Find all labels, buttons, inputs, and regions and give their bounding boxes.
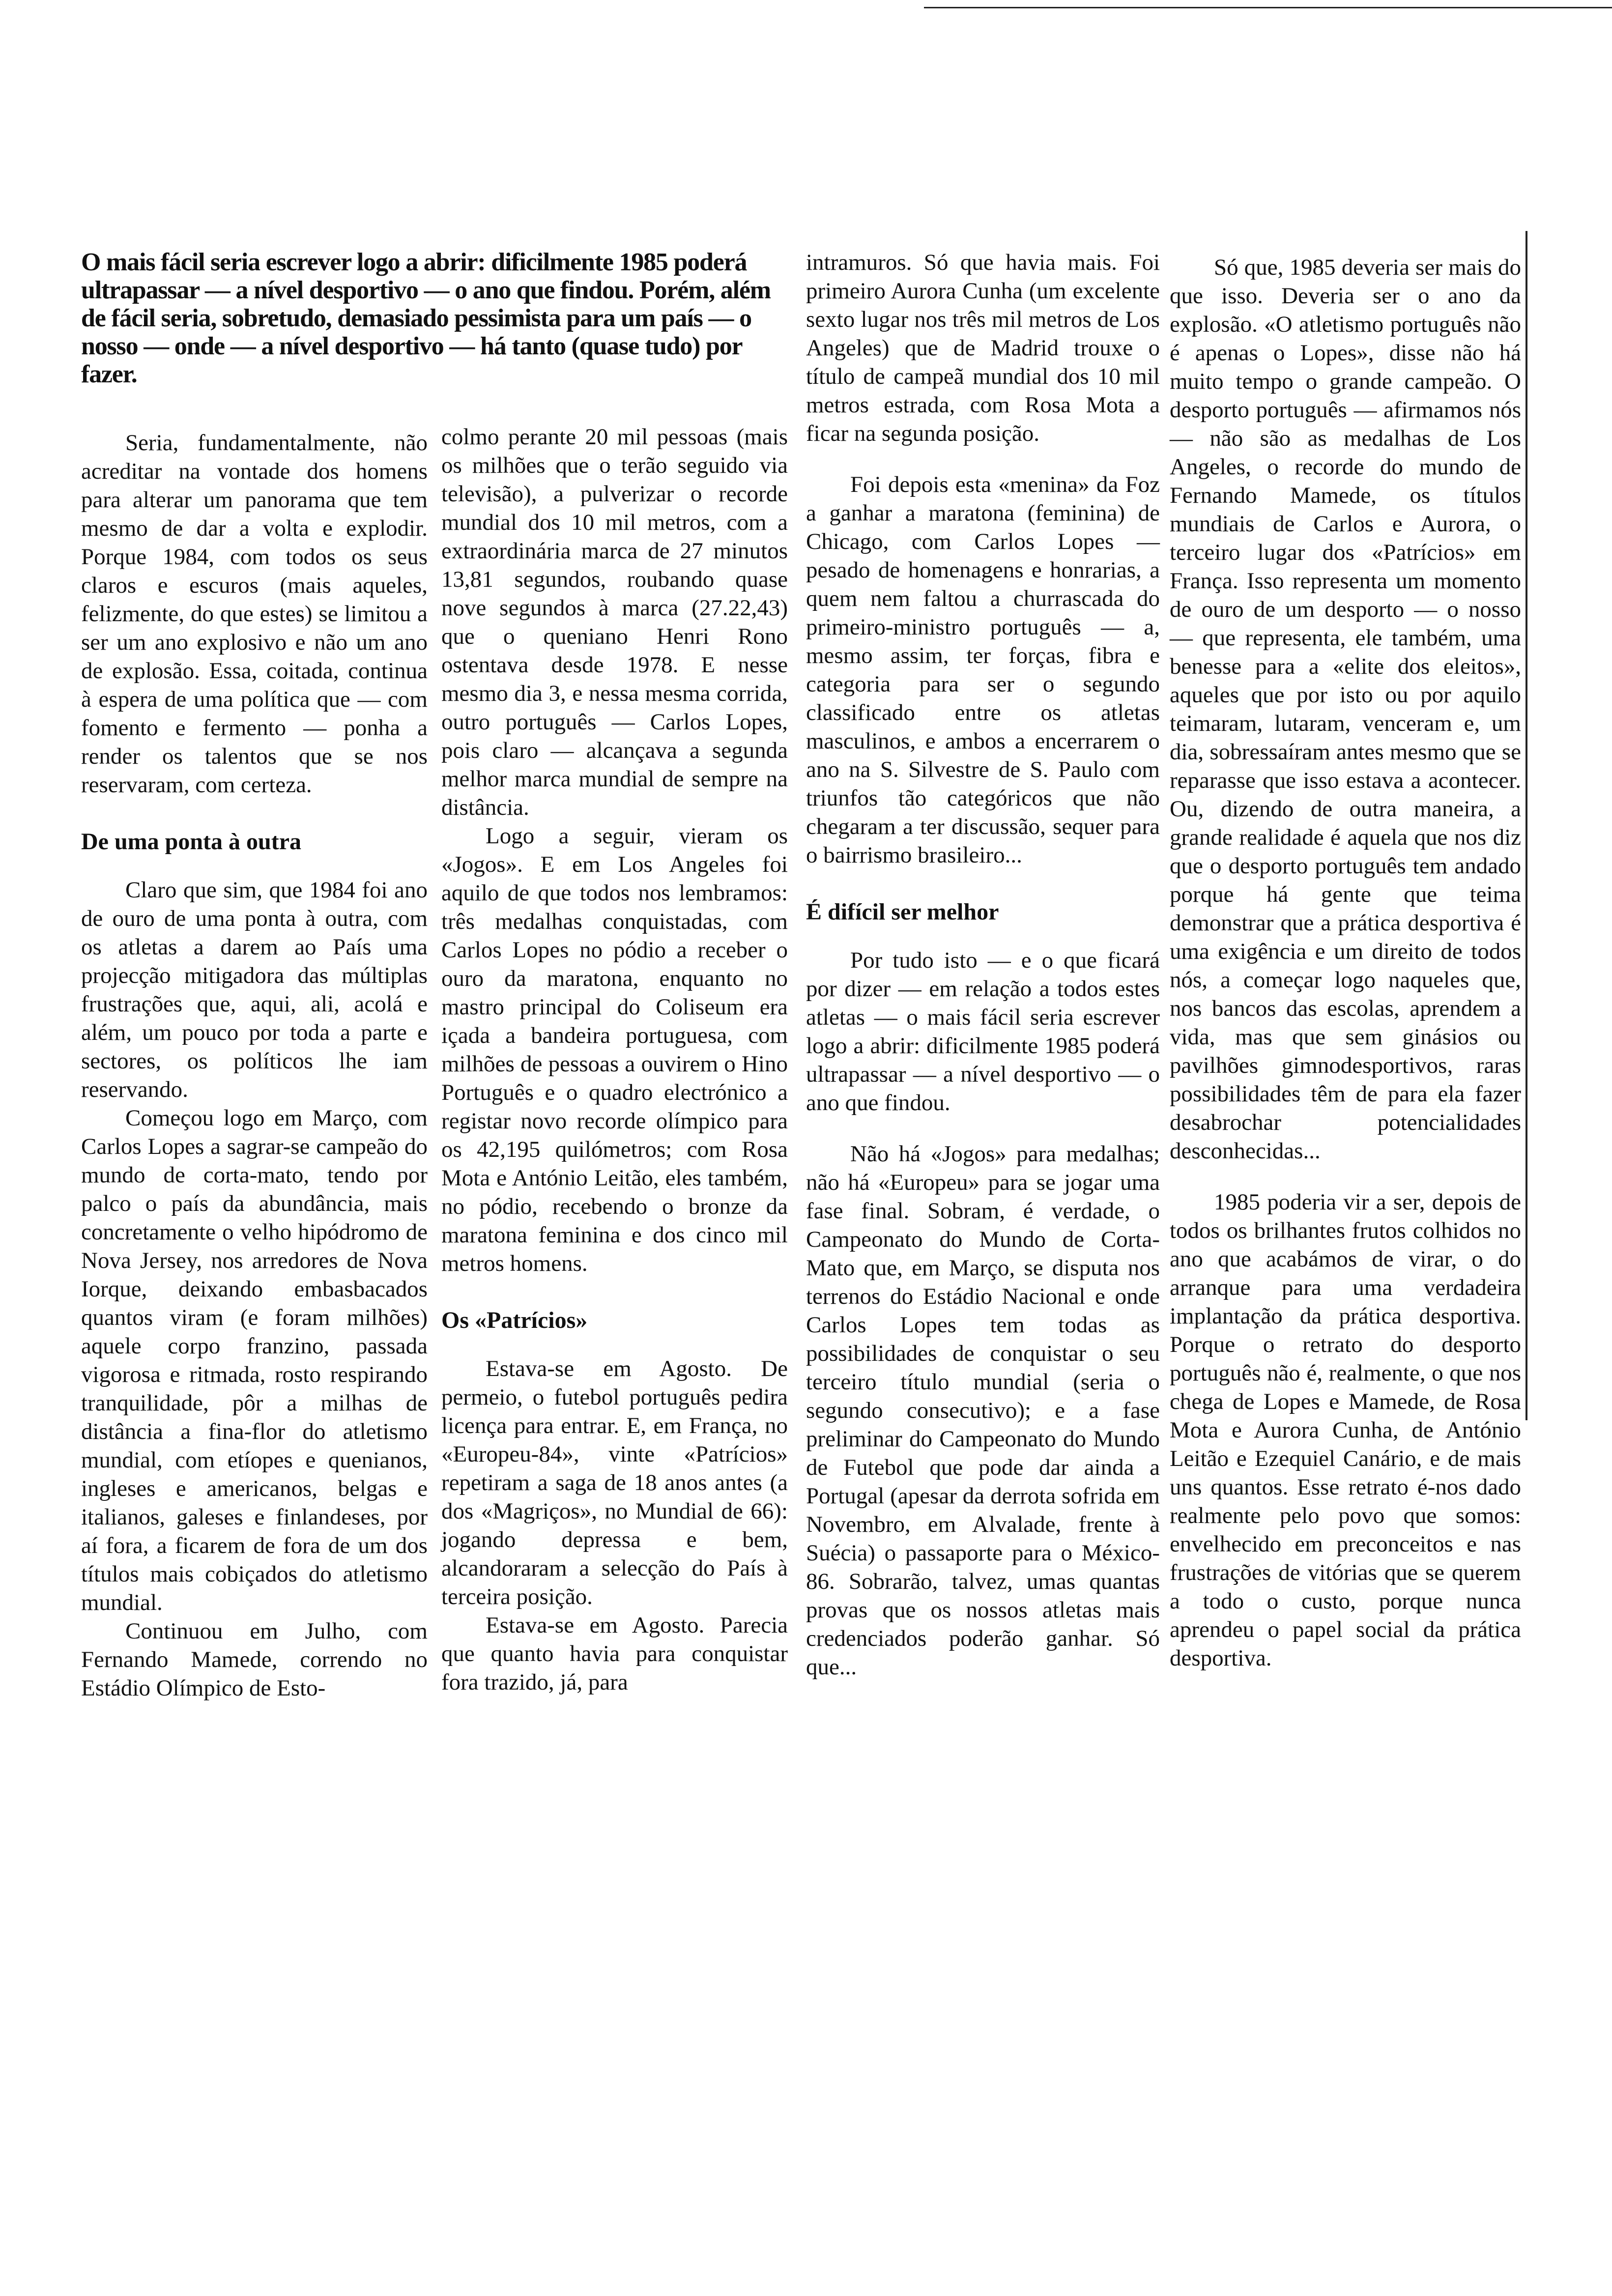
article-paragraph: Claro que sim, que 1984 foi ano de ouro de uma ponta à outra, com os atletas a darem ao País uma projecção mitigadora das múltiplas frustrações que, aqui, ali, acolá e além, um pouco por toda a parte e sectores, os políticos lhe iam reservando. [81,877,428,1102]
article-paragraph: intramuros. Só que havia mais. Foi primeiro Aurora Cunha (um excelente sexto lugar nos três mil metros de Los Angeles) que de Madrid trouxe o título de campeã mundial dos 10 mil metros estrada, com Rosa Mota a ficar na segunda posição. [806,250,1160,446]
column-rule [1526,231,1527,1420]
column-2 [441,423,788,1696]
article-paragraph: Só que, 1985 deveria ser mais do que isso. Deveria ser o ano da explosão. «O atletismo português não é apenas o Lopes», disse não há muito tempo o grande campeão. O desporto português — afirmamos nós — não são as medalhas de Los Angeles, o recorde do mundo de Fernando Mamede, os títulos mundiais de Carlos e Aurora, o terceiro lugar dos «Patrícios» em França. Isso representa um momento de ouro de um desporto — o nosso — que representa, ele também, uma benesse para a «elite dos eleitos», aqueles que por isto ou por aquilo teimaram, lutaram, venceram e, um dia, sobressaíram antes mesmo que se reparasse que isso estava a acontecer. Ou, dizendo de outra maneira, a grande realidade é aquela que nos diz que o desporto português tem andado porque há gente que teima demonstrar que a prática desportiva é uma exigência e um direito de todos nós, a começar logo naqueles que, nos bancos das escolas, aprendem a vida, mas que sem ginásios ou pavilhões gimnodesportivos, raras possibilidades têm de para ela fazer desabrochar potencialidades desconhecidas... [1170,255,1521,1164]
article-paragraph: 1985 poderia vir a ser, depois de todos os brilhantes frutos colhidos no ano que acabámos de virar, o do arranque para uma verdadeira implantação da prática desportiva. Porque o retrato do desporto português não é, realmente, o que nos chega de Lopes e Mamede, de Rosa Mota e Aurora Cunha, de António Leitão e Ezequiel Canário, e de mais uns quantos. Esse retrato é-nos dado realmente pelo povo que somos: envelhecido em preconceitos e nas frustrações de vitórias que se querem a todo o custo, porque nunca aprendeu o papel social da prática desportiva. [1170,1189,1521,1671]
article-paragraph: Começou logo em Março, com Carlos Lopes a sagrar-se campeão do mundo de corta-mato, tendo por palco o país da abundância, mais concretamente o velho hipódromo de Nova Jersey, nos arredores de Nova Iorque, deixando embasbacados quantos viram (e foram milhões) aquele corpo franzino, passada vigorosa e ritmada, rosto respirando tranquilidade, pôr a milhas de distância a fina-flor do atletismo mundial, com etíopes e quenianos, ingleses e americanos, belgas e italianos, galeses e finlandeses, por aí fora, a ficarem de fora de um dos títulos mais cobiçados do atletismo mundial. [81,1105,428,1615]
article-paragraph: Continuou em Julho, com Fernando Mamede, correndo no Estádio Olímpico de Esto- [81,1618,428,1701]
top-rule [924,7,1612,8]
article-paragraph: colmo perante 20 mil pessoas (mais os milhões que o terão seguido via televisão), a pulverizar o recorde mundial dos 10 mil metros, com a extraordinária marca de 27 minutos 13,81 segundos, roubando quase nove segundos à marca (27.22,43) que o queniano Henri Rono ostentava desde 1978. E nesse mesmo dia 3, e nessa mesma corrida, outro português — Carlos Lopes, pois claro — alcançava a segunda melhor marca mundial de sempre na distância. [441,424,788,820]
column-4 [1170,253,1521,1672]
article-paragraph: Estava-se em Agosto. De permeio, o futebol português pedira licença para entrar. E, em França, no «Europeu-84», vinte «Patrícios» repetiram a saga de 18 anos antes (a dos «Magriços», no Mundial de 66): jogando depressa e bem, alcandoraram a selecção do País à terceira posição. [441,1356,788,1609]
article-paragraph: Seria, fundamentalmente, não acreditar na vontade dos homens para alterar um panorama que tem mesmo de dar a volta e explodir. Porque 1984, com todos os seus claros e escuros (mais aqueles, felizmente, do que estes) se limitou a ser um ano explosivo e não um ano de explosão. Essa, coitada, continua à espera de uma política que — com fomento e fermento — ponha a render os talentos que se nos reservaram, com certeza. [81,430,428,798]
column-3 [806,248,1160,1681]
article-paragraph: Por tudo isto — e o que ficará por dizer — em relação a todos estes atletas — o mais fácil seria escrever logo a abrir: dificilmente 1985 poderá ultrapassar — a nível desportivo — o ano que findou. [806,947,1160,1116]
article-paragraph: Logo a seguir, vieram os «Jogos». E em Los Angeles foi aquilo de que todos nos lembramos: três medalhas conquistadas, com Carlos Lopes no pódio a receber o ouro da maratona, enquanto no mastro principal do Coliseum era içada a bandeira portuguesa, com milhões de pessoas a ouvirem o Hino Português e o quadro electrónico a registar novo recorde olímpico para os 42,195 quilómetros; com Rosa Mota e António Leitão, eles também, no pódio, recebendo o bronze da maratona feminina e dos cinco mil metros homens. [441,823,788,1276]
article-paragraph: Foi depois esta «menina» da Foz a ganhar a maratona (feminina) de Chicago, com Carlos Lopes — pesado de homenagens e honrarias, a quem nem faltou a churrascada do primeiro-ministro português — a, mesmo assim, ter forças, fibra e categoria para ser o segundo classificado entre os atletas masculinos, e ambos a encerrarem o ano na S. Silvestre de S. Paulo com triunfos tão categóricos que não chegaram a ter discussão, sequer para o bairrismo brasileiro... [806,472,1160,868]
section-subheading: Os «Patrícios» [441,1307,588,1333]
article-lead: O mais fácil seria escrever logo a abrir: dificilmente 1985 poderá ultrapassar — a nível desportivo — o ano que findou. Porém, além de fácil seria, sobretudo, demasiado pessimista para um país — o nosso — onde — a nível desportivo — há tanto (quase tudo) por fazer. [81,248,771,388]
section-subheading: De uma ponta à outra [81,829,302,855]
article-paragraph: Não há «Jogos» para medalhas; não há «Europeu» para se jogar uma fase final. Sobram, é verdade, o Campeonato do Mundo de Corta-Mato que, em Março, se disputa nos terrenos do Estádio Nacional e onde Carlos Lopes tem todas as possibilidades de conquistar o seu terceiro título mundial (seria o segundo consecutivo); e a fase preliminar do Campeonato do Mundo de Futebol que pode dar ainda a Portugal (apesar da derrota sofrida em Novembro, em Alvalade, frente à Suécia) o passaporte para o México-86. Sobrarão, talvez, umas quantas provas que os nossos atletas mais credenciados poderão ganhar. Só que... [806,1141,1160,1680]
column-1 [81,429,428,1702]
article-paragraph: Estava-se em Agosto. Parecia que quanto havia para conquistar fora trazido, já, para [441,1612,788,1695]
section-subheading: É difícil ser melhor [806,899,999,925]
